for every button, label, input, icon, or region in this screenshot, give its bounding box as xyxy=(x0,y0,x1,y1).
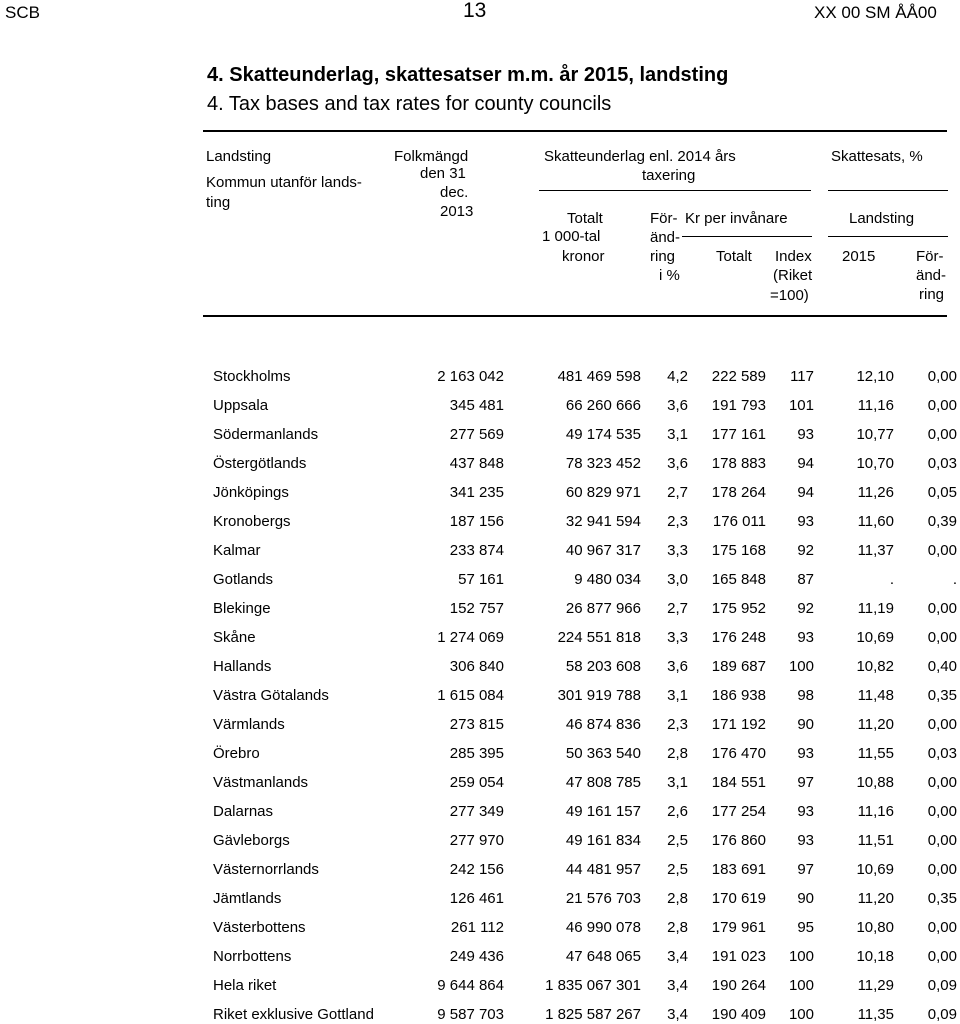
col-folkmangd-line4: 2013 xyxy=(440,203,474,220)
table-row xyxy=(0,455,960,473)
cell-county-name: Skåne xyxy=(213,629,256,646)
cell-index: 98 xyxy=(797,687,814,704)
cell-tax-rate-change: 0,35 xyxy=(927,687,957,704)
skattesats-rule xyxy=(828,190,948,191)
cell-total-kronor: 50 363 540 xyxy=(565,745,641,762)
cell-tax-rate: 11,20 xyxy=(857,890,894,907)
cell-change-pct: 2,7 xyxy=(667,484,688,501)
table-row xyxy=(0,513,960,531)
table-row xyxy=(0,368,960,386)
cell-population: 341 235 xyxy=(449,484,504,501)
cell-index: 93 xyxy=(797,745,814,762)
cell-county-name: Kronobergs xyxy=(213,513,291,530)
col-folkmangd-line2: den 31 xyxy=(420,165,466,182)
page-header-left: SCB xyxy=(5,3,40,22)
cell-population: 277 349 xyxy=(449,803,504,820)
page-header-right: XX 00 SM ÅÅ00 xyxy=(814,3,937,22)
cell-county-name: Norrbottens xyxy=(213,948,292,965)
cell-per-capita: 176 860 xyxy=(711,832,766,849)
cell-population: 285 395 xyxy=(449,745,504,762)
cell-change-pct: 3,3 xyxy=(667,542,688,559)
cell-total-kronor: 78 323 452 xyxy=(565,455,641,472)
cell-population: 2 163 042 xyxy=(437,368,504,385)
cell-county-name: Riket exklusive Gottland xyxy=(213,1006,374,1023)
cell-per-capita: 190 264 xyxy=(711,977,766,994)
cell-tax-rate: 10,18 xyxy=(856,948,894,965)
cell-tax-rate-change: 0,00 xyxy=(927,368,957,385)
cell-index: 95 xyxy=(797,919,814,936)
cell-tax-rate: 11,20 xyxy=(857,716,894,733)
cell-index: 100 xyxy=(788,948,814,965)
table-row xyxy=(0,484,960,502)
cell-total-kronor: 66 260 666 xyxy=(565,397,641,414)
cell-total-kronor: 49 161 834 xyxy=(565,832,641,849)
cell-tax-rate-change: 0,00 xyxy=(927,832,957,849)
cell-tax-rate-change: . xyxy=(952,571,957,588)
cell-tax-rate: 10,82 xyxy=(856,658,894,675)
cell-per-capita: 175 952 xyxy=(711,600,766,617)
cell-change-pct: 2,3 xyxy=(667,513,688,530)
header-bottom-rule xyxy=(203,315,947,317)
cell-population: 9 587 703 xyxy=(437,1006,504,1023)
cell-population: 273 815 xyxy=(449,716,504,733)
cell-county-name: Östergötlands xyxy=(213,455,307,472)
cell-change-pct: 3,1 xyxy=(667,687,688,704)
cell-tax-rate: 11,16 xyxy=(857,397,894,414)
cell-index: 100 xyxy=(788,658,814,675)
cell-population: 345 481 xyxy=(449,397,504,414)
cell-total-kronor: 49 174 535 xyxy=(565,426,641,443)
cell-index: 97 xyxy=(797,861,814,878)
cell-total-kronor: 49 161 157 xyxy=(565,803,641,820)
page-number: 13 xyxy=(463,0,487,22)
cell-total-kronor: 32 941 594 xyxy=(565,513,641,530)
col-totalt-kr-line1: Totalt xyxy=(567,210,603,227)
cell-population: 1 615 084 xyxy=(437,687,504,704)
table-row xyxy=(0,716,960,734)
cell-index: 93 xyxy=(797,426,814,443)
cell-county-name: Gävleborgs xyxy=(213,832,290,849)
cell-county-name: Värmlands xyxy=(213,716,285,733)
col-index-line2: (Riket xyxy=(773,267,813,284)
cell-index: 100 xyxy=(788,977,814,994)
col-totalt-kr-line2: 1 000-tal xyxy=(542,228,601,245)
cell-tax-rate: 11,29 xyxy=(857,977,894,994)
cell-tax-rate: 12,10 xyxy=(856,368,894,385)
cell-index: 93 xyxy=(797,803,814,820)
cell-county-name: Västra Götalands xyxy=(213,687,329,704)
cell-tax-rate-change: 0,09 xyxy=(927,1006,957,1023)
kr-per-invanare-rule xyxy=(682,236,812,237)
col-kommun-line2: ting xyxy=(206,194,231,211)
table-row xyxy=(0,803,960,821)
cell-index: 117 xyxy=(790,368,814,385)
cell-per-capita: 170 619 xyxy=(711,890,766,907)
cell-total-kronor: 9 480 034 xyxy=(574,571,641,588)
table-row xyxy=(0,832,960,850)
cell-per-capita: 186 938 xyxy=(711,687,766,704)
table-row xyxy=(0,397,960,415)
cell-tax-rate-change: 0,35 xyxy=(927,890,957,907)
cell-index: 90 xyxy=(797,716,814,733)
col-forandring-pct-line2: änd- xyxy=(650,229,681,246)
table-row xyxy=(0,629,960,647)
cell-tax-rate-change: 0,00 xyxy=(927,803,957,820)
cell-tax-rate-change: 0,39 xyxy=(927,513,957,530)
cell-population: 249 436 xyxy=(449,948,504,965)
cell-population: 57 161 xyxy=(458,571,504,588)
cell-county-name: Hela riket xyxy=(213,977,277,994)
cell-tax-rate-change: 0,09 xyxy=(927,977,957,994)
cell-county-name: Stockholms xyxy=(213,368,291,385)
cell-tax-rate: 11,37 xyxy=(857,542,894,559)
cell-total-kronor: 21 576 703 xyxy=(565,890,641,907)
cell-per-capita: 175 168 xyxy=(711,542,766,559)
cell-total-kronor: 46 990 078 xyxy=(565,919,641,936)
cell-change-pct: 3,1 xyxy=(667,426,688,443)
col-totalt-kr-line3: kronor xyxy=(562,248,605,265)
cell-change-pct: 2,8 xyxy=(667,745,688,762)
col-forandring-pct-line4: i % xyxy=(659,267,680,284)
table-row xyxy=(0,1006,960,1024)
cell-county-name: Västmanlands xyxy=(213,774,309,791)
cell-index: 92 xyxy=(797,600,814,617)
cell-per-capita: 190 409 xyxy=(711,1006,766,1023)
cell-tax-rate: 11,60 xyxy=(857,513,894,530)
cell-tax-rate: 11,55 xyxy=(857,745,894,762)
cell-tax-rate: 10,80 xyxy=(856,919,894,936)
table-row xyxy=(0,687,960,705)
cell-tax-rate: 10,69 xyxy=(856,861,894,878)
cell-change-pct: 3,4 xyxy=(667,948,688,965)
cell-change-pct: 3,6 xyxy=(667,658,688,675)
table-row xyxy=(0,426,960,444)
cell-change-pct: 2,8 xyxy=(667,890,688,907)
cell-change-pct: 3,6 xyxy=(667,455,688,472)
table-row xyxy=(0,542,960,560)
cell-population: 126 461 xyxy=(449,890,504,907)
cell-change-pct: 3,3 xyxy=(667,629,688,646)
cell-change-pct: 3,1 xyxy=(667,774,688,791)
table-row xyxy=(0,977,960,995)
cell-change-pct: 2,3 xyxy=(667,716,688,733)
cell-per-capita: 171 192 xyxy=(711,716,766,733)
cell-tax-rate: 11,19 xyxy=(857,600,894,617)
cell-tax-rate-change: 0,05 xyxy=(927,484,957,501)
cell-per-capita: 176 248 xyxy=(711,629,766,646)
cell-tax-rate-change: 0,00 xyxy=(927,542,957,559)
cell-total-kronor: 1 835 067 301 xyxy=(545,977,641,994)
cell-tax-rate-change: 0,00 xyxy=(927,716,957,733)
cell-change-pct: 3,4 xyxy=(667,1006,688,1023)
cell-tax-rate: 10,70 xyxy=(856,455,894,472)
table-title-swedish: 4. Skatteunderlag, skattesatser m.m. år 2015, landsting xyxy=(207,64,729,86)
cell-change-pct: 3,0 xyxy=(667,571,688,588)
cell-per-capita: 191 793 xyxy=(711,397,766,414)
col-forandring-line3: ring xyxy=(919,286,945,303)
cell-tax-rate-change: 0,03 xyxy=(927,745,957,762)
cell-per-capita: 176 011 xyxy=(712,513,766,530)
cell-county-name: Hallands xyxy=(213,658,272,675)
cell-per-capita: 177 161 xyxy=(711,426,766,443)
cell-county-name: Örebro xyxy=(213,745,260,762)
cell-change-pct: 2,5 xyxy=(667,861,688,878)
table-row xyxy=(0,745,960,763)
cell-tax-rate: . xyxy=(889,571,894,588)
cell-per-capita: 177 254 xyxy=(711,803,766,820)
col-forandring-pct-line1: För- xyxy=(650,210,678,227)
cell-population: 277 569 xyxy=(449,426,504,443)
cell-tax-rate: 10,69 xyxy=(856,629,894,646)
cell-per-capita: 222 589 xyxy=(711,368,766,385)
col-totalt: Totalt xyxy=(716,248,752,265)
cell-per-capita: 184 551 xyxy=(711,774,766,791)
cell-population: 259 054 xyxy=(449,774,504,791)
cell-population: 306 840 xyxy=(449,658,504,675)
cell-per-capita: 179 961 xyxy=(711,919,766,936)
cell-tax-rate-change: 0,00 xyxy=(927,861,957,878)
landsting-sub-rule xyxy=(828,236,948,237)
cell-index: 93 xyxy=(797,832,814,849)
cell-county-name: Dalarnas xyxy=(213,803,274,820)
cell-tax-rate-change: 0,00 xyxy=(927,426,957,443)
col-skatteunderlag-line1: Skatteunderlag enl. 2014 års xyxy=(544,148,736,165)
cell-index: 94 xyxy=(797,484,814,501)
col-forandring-pct-line3: ring xyxy=(650,248,676,265)
cell-total-kronor: 224 551 818 xyxy=(557,629,641,646)
cell-population: 261 112 xyxy=(450,919,504,936)
cell-tax-rate: 11,51 xyxy=(857,832,894,849)
cell-index: 87 xyxy=(797,571,814,588)
cell-county-name: Jämtlands xyxy=(213,890,282,907)
cell-total-kronor: 44 481 957 xyxy=(565,861,641,878)
col-folkmangd-line1: Folkmängd xyxy=(394,148,469,165)
col-index-line3: =100) xyxy=(770,287,809,304)
cell-tax-rate-change: 0,40 xyxy=(927,658,957,675)
col-skatteunderlag-line2: taxering xyxy=(642,167,696,184)
cell-change-pct: 2,8 xyxy=(667,919,688,936)
cell-total-kronor: 40 967 317 xyxy=(565,542,641,559)
cell-per-capita: 191 023 xyxy=(711,948,766,965)
cell-change-pct: 2,7 xyxy=(667,600,688,617)
cell-tax-rate-change: 0,00 xyxy=(927,774,957,791)
cell-total-kronor: 1 825 587 267 xyxy=(545,1006,641,1023)
table-row xyxy=(0,774,960,792)
cell-population: 242 156 xyxy=(449,861,504,878)
table-row xyxy=(0,919,960,937)
cell-county-name: Gotlands xyxy=(213,571,274,588)
table-row xyxy=(0,571,960,589)
cell-per-capita: 189 687 xyxy=(711,658,766,675)
cell-population: 187 156 xyxy=(449,513,504,530)
col-year: 2015 xyxy=(842,248,876,265)
col-landsting: Landsting xyxy=(206,148,272,165)
cell-change-pct: 2,6 xyxy=(667,803,688,820)
cell-total-kronor: 26 877 966 xyxy=(565,600,641,617)
cell-tax-rate: 10,77 xyxy=(856,426,894,443)
header-top-rule xyxy=(203,130,947,132)
col-kommun-line1: Kommun utanför lands- xyxy=(206,174,362,191)
cell-population: 437 848 xyxy=(449,455,504,472)
cell-county-name: Västernorrlands xyxy=(213,861,319,878)
cell-total-kronor: 60 829 971 xyxy=(565,484,641,501)
cell-tax-rate: 11,35 xyxy=(857,1006,894,1023)
cell-total-kronor: 47 648 065 xyxy=(565,948,641,965)
cell-index: 92 xyxy=(797,542,814,559)
cell-tax-rate-change: 0,00 xyxy=(927,397,957,414)
cell-index: 100 xyxy=(788,1006,814,1023)
table-title-english: 4. Tax bases and tax rates for county councils xyxy=(207,93,612,115)
table-row xyxy=(0,948,960,966)
cell-county-name: Södermanlands xyxy=(213,426,319,443)
table-row xyxy=(0,890,960,908)
cell-population: 9 644 864 xyxy=(437,977,504,994)
col-skattesats: Skattesats, % xyxy=(831,148,923,165)
cell-county-name: Blekinge xyxy=(213,600,271,617)
cell-tax-rate-change: 0,00 xyxy=(927,948,957,965)
cell-tax-rate-change: 0,00 xyxy=(927,919,957,936)
cell-tax-rate: 11,16 xyxy=(857,803,894,820)
cell-index: 101 xyxy=(788,397,814,414)
cell-index: 94 xyxy=(797,455,814,472)
table-row xyxy=(0,658,960,676)
cell-tax-rate-change: 0,03 xyxy=(927,455,957,472)
col-landsting-sub: Landsting xyxy=(849,210,915,227)
cell-per-capita: 165 848 xyxy=(711,571,766,588)
col-folkmangd-line3: dec. xyxy=(440,184,469,201)
cell-county-name: Kalmar xyxy=(213,542,261,559)
cell-tax-rate: 11,48 xyxy=(857,687,894,704)
cell-tax-rate-change: 0,00 xyxy=(927,600,957,617)
cell-population: 152 757 xyxy=(449,600,504,617)
cell-total-kronor: 58 203 608 xyxy=(565,658,641,675)
cell-tax-rate-change: 0,00 xyxy=(927,629,957,646)
cell-county-name: Jönköpings xyxy=(213,484,289,501)
cell-change-pct: 3,4 xyxy=(667,977,688,994)
cell-total-kronor: 47 808 785 xyxy=(565,774,641,791)
cell-total-kronor: 46 874 836 xyxy=(565,716,641,733)
cell-county-name: Västerbottens xyxy=(213,919,306,936)
cell-per-capita: 183 691 xyxy=(711,861,766,878)
cell-per-capita: 178 883 xyxy=(711,455,766,472)
cell-index: 93 xyxy=(797,513,814,530)
cell-per-capita: 176 470 xyxy=(711,745,766,762)
cell-change-pct: 3,6 xyxy=(667,397,688,414)
cell-population: 277 970 xyxy=(449,832,504,849)
cell-change-pct: 2,5 xyxy=(667,832,688,849)
col-forandring-line2: änd- xyxy=(916,267,947,284)
cell-population: 1 274 069 xyxy=(437,629,504,646)
cell-index: 97 xyxy=(797,774,814,791)
cell-tax-rate: 11,26 xyxy=(857,484,894,501)
table-row xyxy=(0,861,960,879)
cell-change-pct: 4,2 xyxy=(667,368,688,385)
cell-population: 233 874 xyxy=(449,542,504,559)
cell-index: 90 xyxy=(797,890,814,907)
col-index-line1: Index xyxy=(775,248,812,265)
cell-county-name: Uppsala xyxy=(213,397,269,414)
skatteunderlag-rule xyxy=(539,190,811,191)
col-forandring-line1: För- xyxy=(916,248,944,265)
cell-per-capita: 178 264 xyxy=(711,484,766,501)
cell-tax-rate: 10,88 xyxy=(856,774,894,791)
col-kr-per-invanare: Kr per invånare xyxy=(685,210,788,227)
cell-index: 93 xyxy=(797,629,814,646)
cell-total-kronor: 301 919 788 xyxy=(557,687,641,704)
table-row xyxy=(0,600,960,618)
cell-total-kronor: 481 469 598 xyxy=(557,368,641,385)
